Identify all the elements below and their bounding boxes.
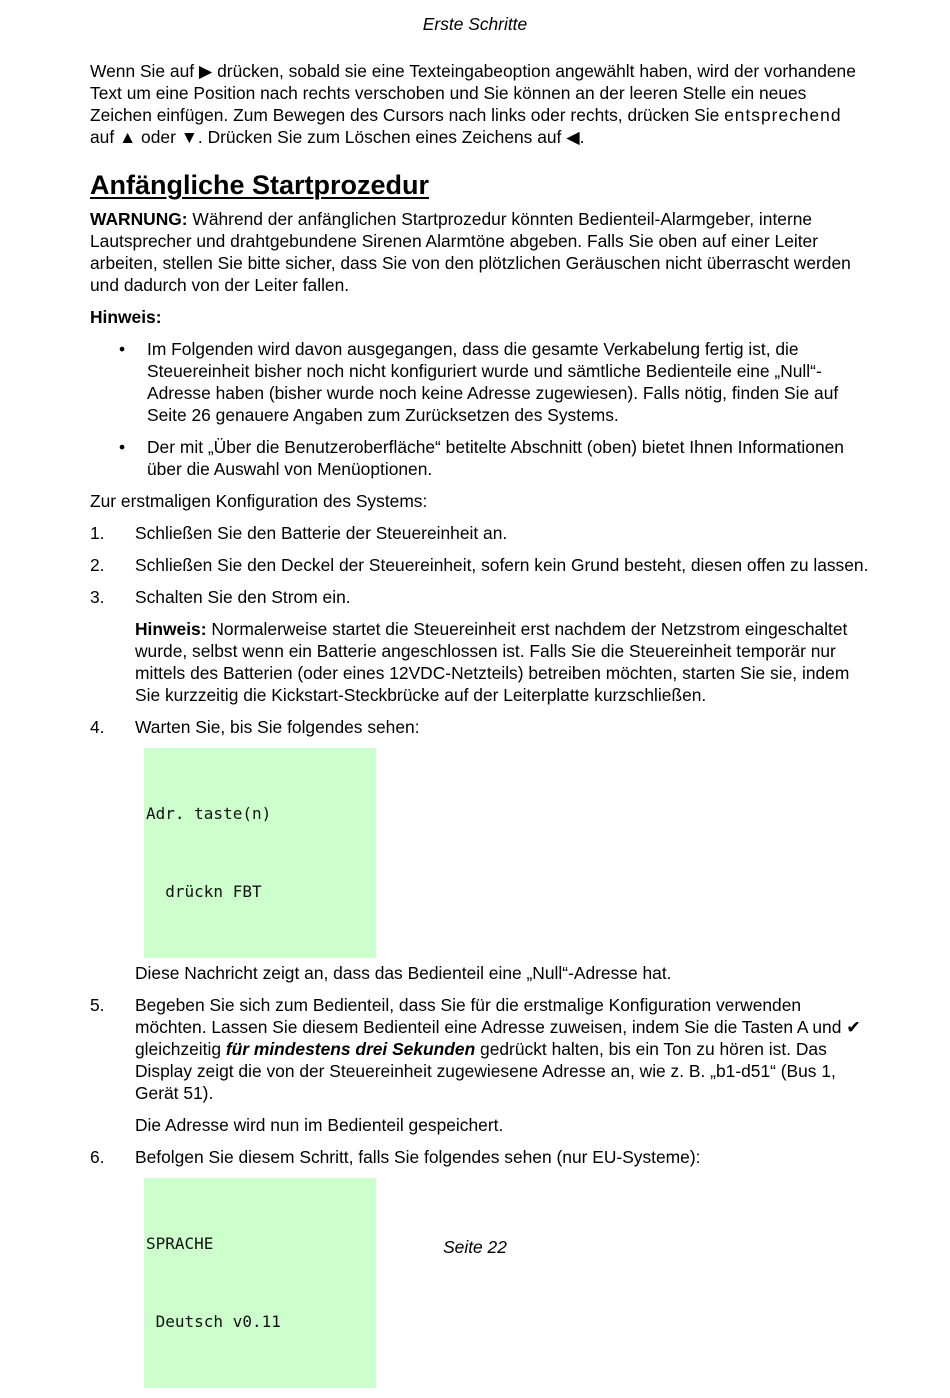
intro-paragraph <box>90 60 870 148</box>
lcd-line-2: Deutsch v0.11 <box>146 1312 281 1331</box>
setup-steps-list <box>90 522 870 1388</box>
bullet-text: Im Folgenden wird davon ausgegangen, dass die gesamte Verkabelung fertig ist, die Steuereinheit bisher noch nicht konfiguriert wurde und sämtliche Bedienteile eine „Null“-Adresse haben (bisher wurde noch keine Adresse zugewiesen). Falls nötig, finden Sie auf Seite 26 genauere Angaben zum Zurücksetzen des Systems. <box>147 339 839 425</box>
list-item <box>90 436 870 480</box>
lcd-line-2: drückn FBT <box>146 882 262 901</box>
step-text: Schalten Sie den Strom ein. <box>135 587 351 607</box>
step-number: 5. <box>90 995 105 1015</box>
step-5 <box>90 994 870 1136</box>
bullet-text: Der mit „Über die Benutzeroberfläche“ betitelte Abschnitt (oben) bietet Ihnen Informationen über die Auswahl von Menüoptionen. <box>147 437 844 479</box>
intro-text-2: auf ▲ oder ▼. Drücken Sie zum Löschen eines Zeichens auf ◀. <box>90 127 585 147</box>
step-number: 2. <box>90 555 105 575</box>
intro-text-1: Wenn Sie auf ▶ drücken, sobald sie eine Texteingabeoption angewählt haben, wird der vorhandene Text um eine Position nach rechts verschoben und Sie können an der leeren Stelle ein neues Zeichen einfügen. Zum Bewegen des Cursors nach links oder rechts, drücken Sie <box>90 61 856 125</box>
page-content <box>90 60 870 1398</box>
step-6 <box>90 1146 870 1388</box>
step-emphasis: für mindestens drei Sekunden <box>225 1039 476 1059</box>
step-1 <box>90 522 870 544</box>
lcd-line-1: Adr. taste(n) <box>146 804 272 823</box>
step-number: 6. <box>90 1147 105 1167</box>
note-bullet-list <box>90 338 870 480</box>
lcd-display <box>144 1178 376 1388</box>
step-text-a: Begeben Sie sich zum Bedienteil, dass Sie für die erstmalige Konfiguration verwenden möchten. Lassen Sie diesem Bedienteil eine Adresse zuweisen, indem Sie die Tasten A und ✔ gleichzeitig <box>135 995 861 1059</box>
step-after-text: Diese Nachricht zeigt an, dass das Bedienteil eine „Null“-Adresse hat. <box>135 963 672 983</box>
bullet-icon: • <box>119 339 126 359</box>
bullet-icon: • <box>119 437 126 457</box>
steps-intro: Zur erstmaligen Konfiguration des Systems: <box>90 491 428 511</box>
warning-paragraph <box>90 208 870 296</box>
running-header: Erste Schritte <box>422 14 528 34</box>
step-note <box>135 618 870 706</box>
step-text-b: gedrückt halten, bis ein Ton zu hören ist. Das Display zeigt die von der Steuereinheit zugewiesene Adresse an, wie z. B. „b1-d51“ (Bus 1, Gerät 51). <box>135 1039 836 1103</box>
lcd-display <box>144 748 376 958</box>
step-note-text: Normalerweise startet die Steuereinheit erst nachdem der Netzstrom eingeschaltet wurde, selbst wenn ein Batterie angeschlossen ist. Falls Sie die Steuereinheit temporär nur mittels des Batterien (oder eines 12VDC-Netzteils) betreiben möchten, starten Sie sie, indem Sie kurzzeitig die Kickstart-Steckbrücke auf der Leiterplatte kurzschließen. <box>135 619 850 705</box>
step-2 <box>90 554 870 576</box>
step-after-text: Die Adresse wird nun im Bedienteil gespeichert. <box>135 1115 504 1135</box>
lcd-line-1: SPRACHE <box>146 1234 214 1253</box>
note-heading: Hinweis: <box>90 307 162 327</box>
step-4 <box>90 716 870 984</box>
warning-text: Während der anfänglichen Startprozedur könnten Bedienteil-Alarmgeber, interne Lautsprecher und drahtgebundene Sirenen Alarmtöne abgeben. Falls Sie oben auf einer Leiter arbeiten, stellen Sie bitte sicher, dass Sie von den plötzlichen Geräuschen nicht überrascht werden und dadurch von der Leiter fallen. <box>90 209 851 295</box>
step-text: Warten Sie, bis Sie folgendes sehen: <box>135 717 420 737</box>
list-item <box>90 338 870 426</box>
step-number: 1. <box>90 523 105 543</box>
step-text: Befolgen Sie diesem Schritt, falls Sie folgendes sehen (nur EU-Systeme): <box>135 1147 701 1167</box>
page-footer: Seite 22 <box>443 1237 507 1257</box>
step-number: 4. <box>90 717 105 737</box>
step-text: Schließen Sie den Deckel der Steuereinheit, sofern kein Grund besteht, diesen offen zu lassen. <box>135 555 869 575</box>
step-number: 3. <box>90 587 105 607</box>
section-heading: Anfängliche Startprozedur <box>90 170 430 200</box>
step-text: Schließen Sie den Batterie der Steuereinheit an. <box>135 523 508 543</box>
step-note-label: Hinweis: <box>135 619 207 639</box>
warning-label: WARNUNG: <box>90 209 188 229</box>
intro-text-spaced: entsprechend <box>724 105 842 125</box>
step-3 <box>90 586 870 706</box>
